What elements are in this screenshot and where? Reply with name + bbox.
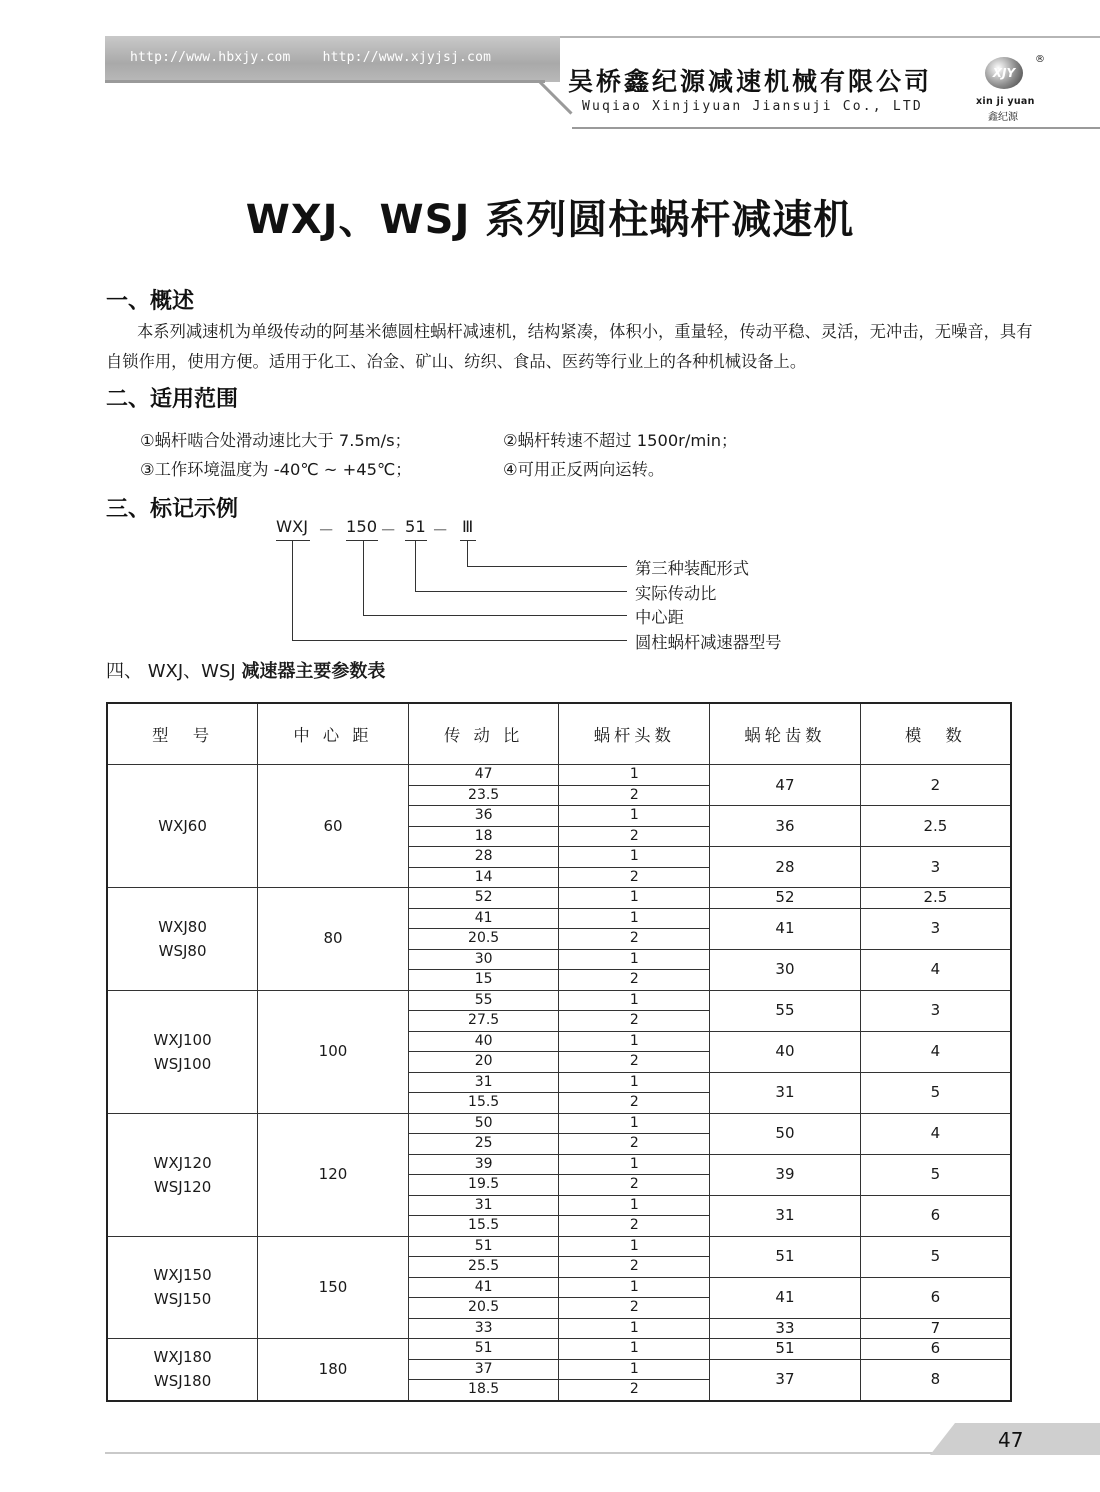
worm-starts-cell: 1	[559, 1277, 710, 1298]
leader-line	[363, 615, 627, 616]
model-name: WXJ80	[158, 917, 207, 936]
worm-starts-cell: 1	[559, 1031, 710, 1052]
code-part-center-distance: 150	[346, 517, 378, 536]
center-distance-cell: 80	[258, 888, 409, 991]
gear-teeth-cell: 28	[710, 847, 861, 888]
ratio-cell: 14	[408, 867, 559, 888]
ratio-cell: 39	[408, 1154, 559, 1175]
ratio-cell: 51	[408, 1339, 559, 1360]
table-row	[107, 1339, 1011, 1360]
model-name: WSJ100	[153, 1054, 212, 1073]
marking-label-model: 圆柱蜗杆减速器型号	[635, 633, 782, 652]
header-gear-teeth: 蜗轮齿数	[710, 703, 861, 765]
center-distance-cell: 100	[258, 990, 409, 1113]
worm-starts-cell: 2	[559, 1298, 710, 1319]
ratio-cell: 31	[408, 1195, 559, 1216]
scope-item: ③工作环境温度为 -40℃ ~ +45℃；	[140, 460, 412, 479]
ratio-cell: 18	[408, 826, 559, 847]
model-cell	[107, 1339, 258, 1401]
module-cell: 3	[860, 847, 1011, 888]
worm-starts-cell: 2	[559, 1380, 710, 1401]
worm-starts-cell: 1	[559, 888, 710, 909]
leader-line	[415, 591, 627, 592]
module-cell: 4	[860, 1031, 1011, 1072]
code-separator: －	[380, 521, 397, 540]
parameters-table	[106, 702, 1012, 1402]
worm-starts-cell: 2	[559, 1134, 710, 1155]
ratio-cell: 20.5	[408, 1298, 559, 1319]
worm-starts-cell: 1	[559, 1236, 710, 1257]
model-name: WXJ120	[153, 1153, 212, 1172]
header-module: 模 数	[860, 703, 1011, 765]
ratio-cell: 20	[408, 1052, 559, 1073]
module-cell: 5	[860, 1072, 1011, 1113]
header-divider-top	[560, 36, 1100, 38]
worm-starts-cell: 2	[559, 1216, 710, 1237]
model-cell	[107, 765, 258, 888]
leader-line	[363, 540, 364, 615]
model-name: WSJ180	[153, 1372, 212, 1391]
marking-label-ratio: 实际传动比	[635, 584, 717, 603]
model-cell	[107, 888, 258, 991]
leader-line	[415, 540, 416, 591]
gear-teeth-cell: 31	[710, 1195, 861, 1236]
worm-starts-cell: 1	[559, 765, 710, 786]
model-cell	[107, 990, 258, 1113]
module-cell: 6	[860, 1277, 1011, 1318]
section-heading-scope: 二、适用范围	[106, 387, 239, 412]
website-link-2[interactable]: http://www.xjyjsj.com	[322, 50, 492, 65]
page-title: WXJ、WSJ 系列圆柱蜗杆减速机	[245, 197, 855, 243]
ratio-cell: 28	[408, 847, 559, 868]
marking-label-center-distance: 中心距	[635, 608, 684, 627]
model-name: WSJ120	[153, 1177, 212, 1196]
footer-divider	[105, 1452, 935, 1454]
code-part-model: WXJ	[276, 517, 309, 536]
ratio-cell: 31	[408, 1072, 559, 1093]
table-header-row	[107, 703, 1011, 765]
website-link-1[interactable]: http://www.hbxjy.com	[130, 50, 291, 65]
ratio-cell: 25.5	[408, 1257, 559, 1278]
module-cell: 7	[860, 1318, 1011, 1339]
module-cell: 3	[860, 908, 1011, 949]
code-underline	[460, 540, 476, 541]
module-cell: 4	[860, 949, 1011, 990]
table-row	[107, 1236, 1011, 1257]
logo-name-en: xin ji yuan	[976, 96, 1035, 107]
worm-starts-cell: 2	[559, 970, 710, 991]
gear-teeth-cell: 30	[710, 949, 861, 990]
ratio-cell: 15	[408, 970, 559, 991]
ratio-cell: 19.5	[408, 1175, 559, 1196]
worm-starts-cell: 1	[559, 1195, 710, 1216]
code-underline	[276, 540, 310, 541]
worm-starts-cell: 2	[559, 785, 710, 806]
module-cell: 2	[860, 765, 1011, 806]
module-cell: 6	[860, 1195, 1011, 1236]
ratio-cell: 50	[408, 1113, 559, 1134]
company-logo	[985, 57, 1023, 89]
ratio-cell: 41	[408, 1277, 559, 1298]
header-divider-lower	[572, 127, 1100, 129]
ratio-cell: 27.5	[408, 1011, 559, 1032]
module-cell: 2.5	[860, 806, 1011, 847]
worm-starts-cell: 1	[559, 1339, 710, 1360]
gear-teeth-cell: 40	[710, 1031, 861, 1072]
marking-label-assembly: 第三种装配形式	[635, 559, 749, 578]
ratio-cell: 41	[408, 908, 559, 929]
ratio-cell: 55	[408, 990, 559, 1011]
gear-teeth-cell: 50	[710, 1113, 861, 1154]
section-heading-marking: 三、标记示例	[106, 497, 239, 522]
gear-teeth-cell: 31	[710, 1072, 861, 1113]
table-row	[107, 765, 1011, 786]
gear-teeth-cell: 41	[710, 1277, 861, 1318]
header-model: 型 号	[107, 703, 258, 765]
ratio-cell: 15.5	[408, 1216, 559, 1237]
leader-line	[292, 640, 627, 641]
gear-teeth-cell: 52	[710, 888, 861, 909]
module-cell: 2.5	[860, 888, 1011, 909]
ratio-cell: 15.5	[408, 1093, 559, 1114]
worm-starts-cell: 1	[559, 1113, 710, 1134]
worm-starts-cell: 1	[559, 990, 710, 1011]
code-part-ratio: 51	[405, 517, 426, 536]
table-row	[107, 888, 1011, 909]
overview-paragraph: 本系列减速机为单级传动的阿基米德圆柱蜗杆减速机，结构紧凑，体积小，重量轻，传动平稳、灵活，无冲击，无噪音，具有自锁作用，使用方便。适用于化工、冶金、矿山、纺织、食品、医药等行业上的各种机械设备上。	[106, 322, 1033, 371]
model-name: WXJ100	[153, 1030, 212, 1049]
company-name-en: Wuqiao Xinjiyuan Jiansuji Co., LTD	[582, 99, 923, 114]
ratio-cell: 20.5	[408, 929, 559, 950]
logo-text: XJY	[992, 66, 1016, 80]
ratio-cell: 47	[408, 765, 559, 786]
gear-teeth-cell: 36	[710, 806, 861, 847]
code-separator: －	[432, 521, 449, 540]
center-distance-cell: 180	[258, 1339, 409, 1401]
worm-starts-cell: 2	[559, 1011, 710, 1032]
company-name-cn: 吴桥鑫纪源减速机械有限公司	[568, 67, 933, 96]
worm-starts-cell: 1	[559, 908, 710, 929]
module-cell: 6	[860, 1339, 1011, 1360]
model-name: WXJ150	[153, 1266, 212, 1285]
gear-teeth-cell: 55	[710, 990, 861, 1031]
module-cell: 5	[860, 1154, 1011, 1195]
ratio-cell: 30	[408, 949, 559, 970]
page-number: 47	[998, 1428, 1024, 1452]
header-worm-starts: 蜗杆头数	[559, 703, 710, 765]
header-center-distance: 中 心 距	[258, 703, 409, 765]
table-row	[107, 990, 1011, 1011]
worm-starts-cell: 1	[559, 847, 710, 868]
model-name: WXJ180	[153, 1348, 212, 1367]
gear-teeth-cell: 47	[710, 765, 861, 806]
table-title	[106, 657, 385, 683]
module-cell: 8	[860, 1359, 1011, 1401]
worm-starts-cell: 1	[559, 806, 710, 827]
leader-line	[467, 566, 627, 567]
table-body	[107, 765, 1011, 1401]
leader-line	[292, 540, 293, 640]
registered-mark: ®	[1035, 54, 1045, 65]
table-title-prefix: 四、 WXJ、WSJ	[106, 661, 236, 682]
leader-line	[467, 540, 468, 566]
header-urls	[130, 50, 491, 65]
center-distance-cell: 150	[258, 1236, 409, 1339]
module-cell: 5	[860, 1236, 1011, 1277]
header-ratio: 传 动 比	[408, 703, 559, 765]
model-name: WXJ60	[158, 817, 207, 835]
ratio-cell: 36	[408, 806, 559, 827]
worm-starts-cell: 2	[559, 1052, 710, 1073]
worm-starts-cell: 2	[559, 826, 710, 847]
ratio-cell: 25	[408, 1134, 559, 1155]
ratio-cell: 40	[408, 1031, 559, 1052]
worm-starts-cell: 2	[559, 1093, 710, 1114]
worm-starts-cell: 1	[559, 949, 710, 970]
ratio-cell: 37	[408, 1359, 559, 1380]
gear-teeth-cell: 51	[710, 1339, 861, 1360]
ratio-cell: 51	[408, 1236, 559, 1257]
worm-starts-cell: 1	[559, 1072, 710, 1093]
model-cell	[107, 1113, 258, 1236]
gear-teeth-cell: 39	[710, 1154, 861, 1195]
center-distance-cell: 60	[258, 765, 409, 888]
model-cell	[107, 1236, 258, 1339]
table-title-suffix: 减速器主要参数表	[241, 661, 386, 682]
worm-starts-cell: 2	[559, 929, 710, 950]
code-part-assembly: Ⅲ	[462, 517, 474, 536]
ratio-cell: 23.5	[408, 785, 559, 806]
gear-teeth-cell: 41	[710, 908, 861, 949]
logo-name-cn: 鑫纪源	[988, 112, 1018, 123]
header-divider	[105, 80, 545, 83]
model-name: WSJ150	[153, 1290, 212, 1309]
code-separator: －	[318, 521, 335, 540]
section-heading-overview: 一、概述	[106, 289, 195, 314]
worm-starts-cell: 1	[559, 1154, 710, 1175]
model-name: WSJ80	[158, 941, 207, 960]
worm-starts-cell: 1	[559, 1359, 710, 1380]
ratio-cell: 33	[408, 1318, 559, 1339]
worm-starts-cell: 1	[559, 1318, 710, 1339]
code-underline	[405, 540, 427, 541]
worm-starts-cell: 2	[559, 867, 710, 888]
ratio-cell: 52	[408, 888, 559, 909]
ratio-cell: 18.5	[408, 1380, 559, 1401]
code-underline	[346, 540, 378, 541]
scope-item: ①蜗杆啮合处滑动速比大于 7.5m/s；	[140, 431, 411, 450]
center-distance-cell: 120	[258, 1113, 409, 1236]
worm-starts-cell: 2	[559, 1175, 710, 1196]
gear-teeth-cell: 33	[710, 1318, 861, 1339]
table-row	[107, 1113, 1011, 1134]
module-cell: 3	[860, 990, 1011, 1031]
module-cell: 4	[860, 1113, 1011, 1154]
worm-starts-cell: 2	[559, 1257, 710, 1278]
scope-item: ④可用正反两向运转。	[503, 460, 665, 479]
gear-teeth-cell: 51	[710, 1236, 861, 1277]
scope-item: ②蜗杆转速不超过 1500r/min；	[503, 431, 738, 450]
gear-teeth-cell: 37	[710, 1359, 861, 1401]
